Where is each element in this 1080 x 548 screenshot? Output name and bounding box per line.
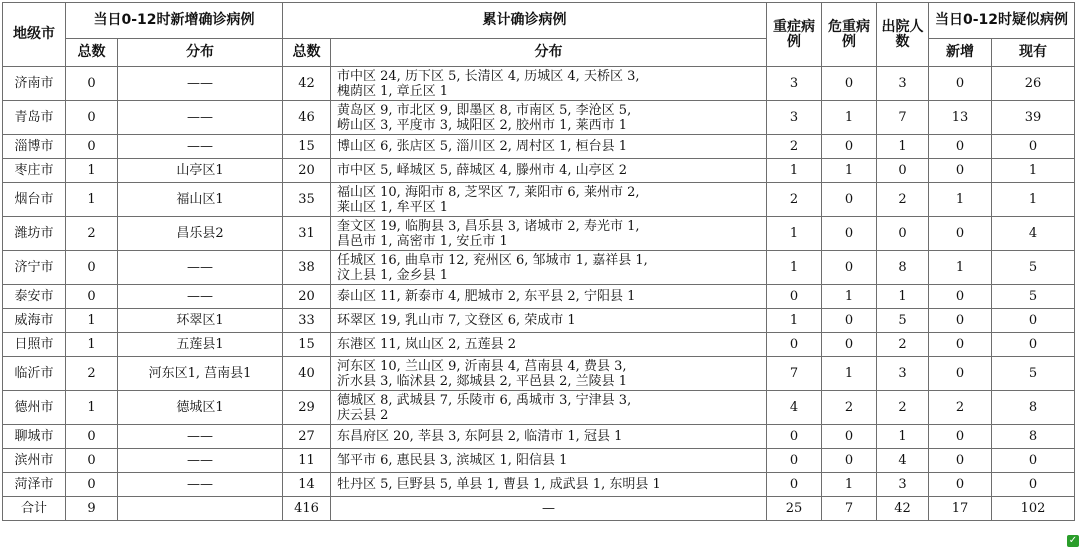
severe-cell: 2 <box>767 135 822 159</box>
header-cum-dist: 分布 <box>331 39 767 67</box>
cum-dist-cell <box>331 67 767 101</box>
discharged-cell: 0 <box>877 159 929 183</box>
new-dist-cell: 河东区1, 莒南县1 <box>118 357 283 391</box>
suspect-new-cell: 0 <box>929 449 992 473</box>
total-suspect-current: 102 <box>992 497 1075 521</box>
discharged-cell: 3 <box>877 473 929 497</box>
cum-total-cell: 27 <box>283 425 331 449</box>
city-name: 临沂市 <box>3 357 66 391</box>
severe-cell: 1 <box>767 251 822 285</box>
severe-cell: 0 <box>767 449 822 473</box>
table-row <box>3 101 1075 135</box>
table-body <box>3 67 1075 497</box>
cum-dist-line: 德城区 8, 武城县 7, 乐陵市 6, 禹城市 3, 宁津县 3, <box>337 392 632 408</box>
new-total-cell: 1 <box>66 183 118 217</box>
total-critical: 7 <box>822 497 877 521</box>
suspect-new-cell: 0 <box>929 285 992 309</box>
new-dist-cell: —— <box>118 285 283 309</box>
total-discharged: 42 <box>877 497 929 521</box>
discharged-cell: 3 <box>877 67 929 101</box>
cum-total-cell: 38 <box>283 251 331 285</box>
cum-total-cell: 35 <box>283 183 331 217</box>
suspect-new-cell: 0 <box>929 357 992 391</box>
severe-cell: 2 <box>767 183 822 217</box>
critical-cell: 0 <box>822 425 877 449</box>
cum-dist-cell <box>331 391 767 425</box>
suspect-current-cell: 0 <box>992 309 1075 333</box>
suspect-current-cell: 0 <box>992 333 1075 357</box>
new-dist-cell: 山亭区1 <box>118 159 283 183</box>
discharged-cell: 0 <box>877 217 929 251</box>
discharged-cell: 1 <box>877 425 929 449</box>
new-total-cell: 0 <box>66 449 118 473</box>
critical-cell: 1 <box>822 159 877 183</box>
suspect-new-cell: 13 <box>929 101 992 135</box>
discharged-cell: 7 <box>877 101 929 135</box>
cum-total-cell: 31 <box>283 217 331 251</box>
covid-case-table <box>2 2 1075 521</box>
cum-dist-line: 莱山区 1, 牟平区 1 <box>337 199 449 215</box>
total-new-dist <box>118 497 283 521</box>
city-name: 泰安市 <box>3 285 66 309</box>
cum-total-cell: 20 <box>283 159 331 183</box>
critical-cell: 0 <box>822 333 877 357</box>
city-name: 青岛市 <box>3 101 66 135</box>
severe-cell: 0 <box>767 285 822 309</box>
header-city: 地级市 <box>3 3 66 67</box>
new-total-cell: 0 <box>66 101 118 135</box>
discharged-cell: 8 <box>877 251 929 285</box>
suspect-new-cell: 0 <box>929 333 992 357</box>
cum-dist-line: 黄岛区 9, 市北区 9, 即墨区 8, 市南区 5, 李沧区 5, <box>337 102 632 118</box>
discharged-cell: 1 <box>877 285 929 309</box>
cum-total-cell: 14 <box>283 473 331 497</box>
suspect-new-cell: 0 <box>929 309 992 333</box>
suspect-current-cell: 5 <box>992 357 1075 391</box>
critical-cell: 0 <box>822 251 877 285</box>
new-total-cell: 1 <box>66 159 118 183</box>
severe-cell: 0 <box>767 425 822 449</box>
total-row <box>3 497 1075 521</box>
header-new-group: 当日0-12时新增确诊病例 <box>66 3 283 39</box>
severe-cell: 1 <box>767 309 822 333</box>
suspect-new-cell: 1 <box>929 251 992 285</box>
cum-total-cell: 20 <box>283 285 331 309</box>
cum-dist-cell <box>331 449 767 473</box>
cum-dist-line: 博山区 6, 张店区 5, 淄川区 2, 周村区 1, 桓台县 1 <box>337 139 628 154</box>
cum-dist-line: 东港区 11, 岚山区 2, 五莲县 2 <box>337 337 517 352</box>
table-row <box>3 449 1075 473</box>
suspect-current-cell: 4 <box>992 217 1075 251</box>
severe-cell: 3 <box>767 101 822 135</box>
table-container <box>2 2 1075 521</box>
cum-total-cell: 42 <box>283 67 331 101</box>
cum-dist-cell <box>331 251 767 285</box>
header-cum-total: 总数 <box>283 39 331 67</box>
suspect-new-cell: 0 <box>929 217 992 251</box>
header-new-dist: 分布 <box>118 39 283 67</box>
new-total-cell: 0 <box>66 473 118 497</box>
cum-total-cell: 29 <box>283 391 331 425</box>
critical-cell: 0 <box>822 183 877 217</box>
cum-dist-line: 槐荫区 1, 章丘区 1 <box>337 83 449 99</box>
critical-cell: 1 <box>822 285 877 309</box>
city-name: 威海市 <box>3 309 66 333</box>
city-name: 济南市 <box>3 67 66 101</box>
total-suspect-new: 17 <box>929 497 992 521</box>
cum-dist-cell <box>331 183 767 217</box>
header-suspect-new: 新增 <box>929 39 992 67</box>
suspect-current-cell: 26 <box>992 67 1075 101</box>
new-total-cell: 0 <box>66 135 118 159</box>
new-dist-cell: —— <box>118 449 283 473</box>
cum-dist-line: 河东区 10, 兰山区 9, 沂南县 4, 莒南县 4, 费县 3, <box>337 358 627 374</box>
new-dist-cell: —— <box>118 473 283 497</box>
new-dist-cell: 福山区1 <box>118 183 283 217</box>
cum-dist-line: 泰山区 11, 新泰市 4, 肥城市 2, 东平县 2, 宁阳县 1 <box>337 289 636 304</box>
header-suspect-current: 现有 <box>992 39 1075 67</box>
table-row <box>3 183 1075 217</box>
table-row <box>3 217 1075 251</box>
city-name: 菏泽市 <box>3 473 66 497</box>
table-row <box>3 135 1075 159</box>
new-total-cell: 0 <box>66 251 118 285</box>
cum-total-cell: 40 <box>283 357 331 391</box>
table-row <box>3 333 1075 357</box>
critical-cell: 0 <box>822 449 877 473</box>
cum-dist-cell <box>331 135 767 159</box>
check-icon: ✓ <box>1068 535 1078 546</box>
severe-cell: 4 <box>767 391 822 425</box>
critical-cell: 2 <box>822 391 877 425</box>
new-dist-cell: 德城区1 <box>118 391 283 425</box>
suspect-new-cell: 0 <box>929 425 992 449</box>
header-suspect-group: 当日0-12时疑似病例 <box>929 3 1075 39</box>
header-severe: 重症病例 <box>767 3 822 67</box>
suspect-current-cell: 1 <box>992 159 1075 183</box>
table-row <box>3 309 1075 333</box>
suspect-current-cell: 39 <box>992 101 1075 135</box>
new-total-cell: 0 <box>66 67 118 101</box>
suspect-new-cell: 0 <box>929 135 992 159</box>
cum-total-cell: 15 <box>283 333 331 357</box>
discharged-cell: 4 <box>877 449 929 473</box>
table-row <box>3 251 1075 285</box>
city-name: 滨州市 <box>3 449 66 473</box>
discharged-cell: 5 <box>877 309 929 333</box>
city-name: 潍坊市 <box>3 217 66 251</box>
total-cum-dist: — <box>331 497 767 521</box>
cum-dist-cell <box>331 285 767 309</box>
critical-cell: 0 <box>822 67 877 101</box>
discharged-cell: 2 <box>877 391 929 425</box>
city-name: 日照市 <box>3 333 66 357</box>
new-total-cell: 0 <box>66 285 118 309</box>
cum-dist-cell <box>331 357 767 391</box>
cum-dist-line: 汶上县 1, 金乡县 1 <box>337 267 449 283</box>
critical-cell: 0 <box>822 135 877 159</box>
suspect-current-cell: 1 <box>992 183 1075 217</box>
suspect-new-cell: 0 <box>929 159 992 183</box>
suspect-new-cell: 1 <box>929 183 992 217</box>
city-name: 烟台市 <box>3 183 66 217</box>
city-name: 济宁市 <box>3 251 66 285</box>
new-total-cell: 2 <box>66 357 118 391</box>
table-row <box>3 473 1075 497</box>
new-total-cell: 1 <box>66 391 118 425</box>
suspect-new-cell: 0 <box>929 473 992 497</box>
new-dist-cell: —— <box>118 67 283 101</box>
new-total-cell: 1 <box>66 333 118 357</box>
discharged-cell: 1 <box>877 135 929 159</box>
table-row <box>3 357 1075 391</box>
new-total-cell: 2 <box>66 217 118 251</box>
new-dist-cell: —— <box>118 101 283 135</box>
table-row <box>3 159 1075 183</box>
total-label: 合计 <box>3 497 66 521</box>
suspect-current-cell: 8 <box>992 425 1075 449</box>
critical-cell: 1 <box>822 357 877 391</box>
header-critical: 危重病例 <box>822 3 877 67</box>
header-discharged: 出院人数 <box>877 3 929 67</box>
suspect-new-cell: 0 <box>929 67 992 101</box>
city-name: 淄博市 <box>3 135 66 159</box>
severe-cell: 3 <box>767 67 822 101</box>
critical-cell: 1 <box>822 101 877 135</box>
new-dist-cell: —— <box>118 251 283 285</box>
table-row <box>3 425 1075 449</box>
table-row <box>3 67 1075 101</box>
new-dist-cell: 环翠区1 <box>118 309 283 333</box>
city-name: 德州市 <box>3 391 66 425</box>
cum-dist-line: 市中区 5, 峄城区 5, 薛城区 4, 滕州市 4, 山亭区 2 <box>337 163 628 178</box>
cum-total-cell: 46 <box>283 101 331 135</box>
table-row <box>3 285 1075 309</box>
critical-cell: 0 <box>822 217 877 251</box>
discharged-cell: 3 <box>877 357 929 391</box>
severe-cell: 1 <box>767 159 822 183</box>
cum-total-cell: 15 <box>283 135 331 159</box>
city-name: 聊城市 <box>3 425 66 449</box>
new-dist-cell: 昌乐县2 <box>118 217 283 251</box>
critical-cell: 1 <box>822 473 877 497</box>
cum-total-cell: 33 <box>283 309 331 333</box>
cum-dist-line: 庆云县 2 <box>337 407 389 423</box>
new-dist-cell: 五莲县1 <box>118 333 283 357</box>
header-new-total: 总数 <box>66 39 118 67</box>
cum-dist-line: 崂山区 3, 平度市 3, 城阳区 2, 胶州市 1, 莱西市 1 <box>337 117 628 133</box>
severe-cell: 0 <box>767 333 822 357</box>
total-severe: 25 <box>767 497 822 521</box>
cum-dist-line: 邹平市 6, 惠民县 3, 滨城区 1, 阳信县 1 <box>337 453 568 468</box>
cum-dist-line: 福山区 10, 海阳市 8, 芝罘区 7, 莱阳市 6, 莱州市 2, <box>337 184 640 200</box>
cum-dist-line: 奎文区 19, 临朐县 3, 昌乐县 3, 诸城市 2, 寿光市 1, <box>337 218 640 234</box>
header-cum-group: 累计确诊病例 <box>283 3 767 39</box>
suspect-current-cell: 0 <box>992 135 1075 159</box>
discharged-cell: 2 <box>877 333 929 357</box>
cum-dist-line: 东昌府区 20, 莘县 3, 东阿县 2, 临清市 1, 冠县 1 <box>337 429 623 444</box>
new-dist-cell: —— <box>118 425 283 449</box>
cum-dist-line: 市中区 24, 历下区 5, 长清区 4, 历城区 4, 天桥区 3, <box>337 68 640 84</box>
severe-cell: 1 <box>767 217 822 251</box>
critical-cell: 0 <box>822 309 877 333</box>
total-new-total: 9 <box>66 497 118 521</box>
new-dist-cell: —— <box>118 135 283 159</box>
cum-dist-cell <box>331 333 767 357</box>
new-total-cell: 0 <box>66 425 118 449</box>
cum-dist-cell <box>331 159 767 183</box>
cum-dist-line: 环翠区 19, 乳山市 7, 文登区 6, 荣成市 1 <box>337 313 576 328</box>
severe-cell: 0 <box>767 473 822 497</box>
suspect-new-cell: 2 <box>929 391 992 425</box>
total-cum-total: 416 <box>283 497 331 521</box>
cum-total-cell: 11 <box>283 449 331 473</box>
cum-dist-line: 昌邑市 1, 高密市 1, 安丘市 1 <box>337 233 508 249</box>
cum-dist-cell <box>331 473 767 497</box>
cum-dist-line: 沂水县 3, 临沭县 2, 郯城县 2, 平邑县 2, 兰陵县 1 <box>337 373 628 389</box>
cum-dist-cell <box>331 309 767 333</box>
suspect-current-cell: 0 <box>992 449 1075 473</box>
suspect-current-cell: 8 <box>992 391 1075 425</box>
table-row <box>3 391 1075 425</box>
cum-dist-cell <box>331 217 767 251</box>
discharged-cell: 2 <box>877 183 929 217</box>
cum-dist-line: 牡丹区 5, 巨野县 5, 单县 1, 曹县 1, 成武县 1, 东明县 1 <box>337 477 661 492</box>
new-total-cell: 1 <box>66 309 118 333</box>
suspect-current-cell: 5 <box>992 251 1075 285</box>
cum-dist-cell <box>331 425 767 449</box>
suspect-current-cell: 5 <box>992 285 1075 309</box>
cum-dist-line: 任城区 16, 曲阜市 12, 兖州区 6, 邹城市 1, 嘉祥县 1, <box>337 252 648 268</box>
cum-dist-cell <box>331 101 767 135</box>
suspect-current-cell: 0 <box>992 473 1075 497</box>
severe-cell: 7 <box>767 357 822 391</box>
city-name: 枣庄市 <box>3 159 66 183</box>
